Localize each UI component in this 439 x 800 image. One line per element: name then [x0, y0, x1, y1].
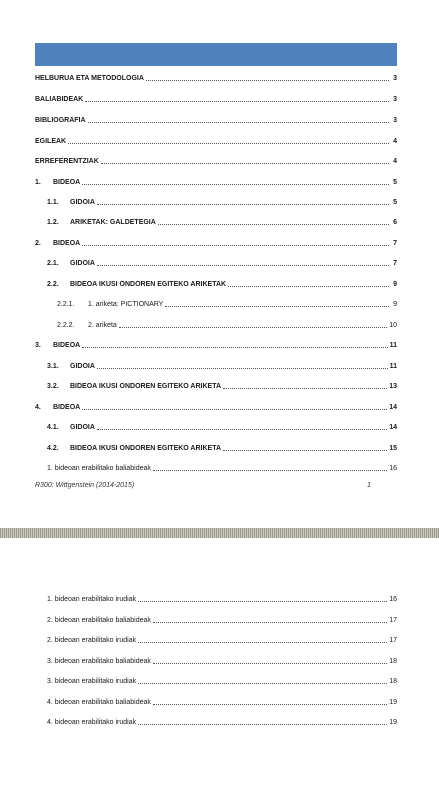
toc-dot-leader — [228, 286, 389, 287]
toc-dot-leader — [68, 143, 389, 144]
toc-entry-title: BIDEOA IKUSI ONDOREN EGITEKO ARIKETA — [70, 383, 222, 390]
toc-entry-number: 2.2. — [47, 281, 59, 288]
toc-entry-number: 2.2.1. — [57, 301, 75, 308]
toc-entry-page-number: 16 — [389, 596, 397, 603]
toc-entry-page-number: 5 — [393, 179, 397, 186]
toc-entry-number: 4.1. — [47, 424, 59, 431]
toc-entry-page-number: 19 — [389, 719, 397, 726]
header-color-bar — [35, 43, 397, 66]
toc-entry-title: 1. ariketa: PICTIONARY — [88, 301, 164, 308]
toc-dot-leader — [97, 265, 389, 266]
toc-dot-leader — [85, 101, 389, 102]
page-footer — [35, 482, 397, 492]
toc-entry-page-number: 13 — [389, 383, 397, 390]
toc-entry[interactable] — [47, 676, 397, 686]
toc-entry-title: BALIABIDEAK — [35, 96, 84, 103]
toc-entry-title: ARIKETAK: GALDETEGIA — [70, 219, 156, 226]
toc-entry-title: EGILEAK — [35, 138, 67, 145]
toc-entry[interactable] — [47, 279, 397, 289]
toc-entry-title: 4. bideoan erabilitako baliabideak — [47, 698, 151, 706]
toc-entry-page-number: 7 — [393, 240, 397, 247]
toc-entry[interactable] — [35, 73, 397, 83]
toc-entry-page-number: 14 — [389, 404, 397, 411]
toc-entry-page-number: 5 — [393, 199, 397, 206]
toc-entry-page-number: 4 — [393, 158, 397, 165]
toc-entry-page-number: 3 — [393, 75, 397, 82]
toc-entry-title: BIDEOA — [53, 240, 81, 247]
toc-entry-title: 4. bideoan erabilitako irudiak — [47, 719, 137, 726]
toc-dot-leader — [97, 368, 388, 369]
toc-entry-number: 1.1. — [47, 199, 59, 206]
toc-dot-leader — [223, 450, 387, 451]
toc-dot-leader — [153, 470, 387, 471]
toc-dot-leader — [97, 429, 387, 430]
toc-entry-page-number: 3 — [393, 117, 397, 124]
toc-entry-title: BIDEOA — [53, 179, 81, 186]
toc-entry-title: GIDOIA — [70, 424, 95, 431]
toc-entry-title: 3. bideoan erabilitako irudiak — [47, 678, 137, 685]
toc-entry[interactable] — [47, 615, 397, 625]
toc-entry-title: BIDEOA IKUSI ONDOREN EGITEKO ARIKETA — [70, 445, 222, 452]
toc-entry[interactable] — [47, 635, 397, 645]
page-separator — [0, 528, 439, 538]
toc-dot-leader — [138, 724, 387, 725]
toc-entry[interactable] — [47, 258, 397, 268]
toc-dot-leader — [101, 163, 389, 164]
toc-entry[interactable] — [35, 177, 397, 187]
toc-entry-title: 2. bideoan erabilitako baliabideak — [47, 616, 151, 624]
toc-dot-leader — [82, 184, 389, 185]
toc-entry-title: BIDEOA IKUSI ONDOREN EGITEKO ARIKETAK — [70, 281, 227, 288]
toc-entry[interactable] — [35, 238, 397, 248]
toc-entry-page-number: 11 — [389, 363, 397, 370]
toc-entry-title: GIDOIA — [70, 363, 95, 370]
toc-entry-page-number: 16 — [389, 465, 397, 472]
toc-entry-title: 1. bideoan erabilitako baliabideak — [47, 465, 151, 472]
toc-entry-number: 1. — [35, 179, 41, 186]
toc-entry[interactable] — [47, 422, 397, 432]
toc-dot-leader — [119, 327, 387, 328]
toc-dot-leader — [153, 704, 387, 705]
toc-entry-page-number: 15 — [389, 445, 397, 452]
toc-entry-page-number: 18 — [389, 678, 397, 685]
toc-dot-leader — [138, 683, 387, 684]
toc-entry-number: 2.2.2. — [57, 322, 75, 329]
toc-entry-title: BIBLIOGRAFIA — [35, 117, 86, 124]
toc-dot-leader — [153, 622, 387, 623]
toc-entry-title: ERREFERENTZIAK — [35, 158, 99, 165]
document-page-2 — [0, 538, 439, 800]
toc-dot-leader — [88, 122, 389, 123]
toc-entry-page-number: 10 — [389, 322, 397, 329]
toc-entry-title: GIDOIA — [70, 199, 95, 206]
toc-dot-leader — [138, 642, 387, 643]
toc-entry-number: 3. — [35, 342, 41, 349]
toc-entry-title: BIDEOA — [53, 342, 81, 349]
toc-entry[interactable] — [47, 217, 397, 227]
toc-entry-title: HELBURUA ETA METODOLOGIA — [35, 75, 144, 82]
toc-entry-page-number: 9 — [393, 281, 397, 288]
toc-entry-number: 4.2. — [47, 445, 59, 452]
toc-entry[interactable] — [35, 136, 397, 146]
toc-dot-leader — [146, 80, 389, 81]
toc-entry-number: 2. — [35, 240, 41, 247]
toc-entry[interactable] — [47, 656, 397, 666]
toc-entry-number: 2.1. — [47, 260, 59, 267]
toc-entry-page-number: 19 — [389, 698, 397, 706]
toc-entry-page-number: 14 — [389, 424, 397, 431]
toc-entry-page-number: 4 — [393, 138, 397, 145]
toc-dot-leader — [223, 388, 387, 389]
toc-dot-leader — [153, 663, 387, 664]
toc-dot-leader — [82, 245, 389, 246]
toc-dot-leader — [82, 347, 387, 348]
toc-entry-page-number: 7 — [393, 260, 397, 267]
toc-entry[interactable] — [47, 197, 397, 207]
toc-entry-title: 3. bideoan erabilitako baliabideak — [47, 657, 151, 665]
toc-entry-number: 3.2. — [47, 383, 59, 390]
toc-entry-page-number: 6 — [393, 219, 397, 226]
toc-entry[interactable] — [35, 115, 397, 125]
toc-entry-title: 2. bideoan erabilitako irudiak — [47, 637, 137, 644]
toc-entry[interactable] — [47, 463, 397, 473]
toc-entry-page-number: 9 — [393, 301, 397, 308]
toc-entry-title: GIDOIA — [70, 260, 95, 267]
toc-entry-number: 1.2. — [47, 219, 59, 226]
toc-entry[interactable] — [47, 443, 397, 453]
toc-entry[interactable] — [35, 94, 397, 104]
toc-entry-page-number: 17 — [389, 637, 397, 644]
toc-entry-number: 4. — [35, 404, 41, 411]
toc-entry[interactable] — [35, 340, 397, 350]
toc-entry[interactable] — [35, 402, 397, 412]
toc-entry[interactable] — [35, 156, 397, 166]
toc-entry[interactable] — [47, 361, 397, 371]
toc-entry[interactable] — [57, 299, 397, 309]
toc-entry-title: 1. bideoan erabilitako irudiak — [47, 596, 137, 603]
toc-dot-leader — [97, 204, 389, 205]
toc-entry[interactable] — [57, 320, 397, 330]
toc-dot-leader — [158, 224, 389, 225]
toc-entry-title: BIDEOA — [53, 404, 81, 411]
toc-entry-page-number: 17 — [389, 616, 397, 624]
toc-entry[interactable] — [47, 717, 397, 727]
toc-entry-page-number: 18 — [389, 657, 397, 665]
toc-entry-page-number: 11 — [389, 342, 397, 349]
toc-entry-page-number: 3 — [393, 96, 397, 103]
toc-dot-leader — [82, 409, 387, 410]
footer-page-number: 1 — [367, 482, 371, 489]
toc-entry[interactable] — [47, 381, 397, 391]
toc-entry-title: 2. ariketa — [88, 322, 117, 329]
toc-entry[interactable] — [47, 697, 397, 707]
toc-entry-number: 3.1. — [47, 363, 59, 370]
footer-text: R300: Wittgenstein (2014-2015) — [35, 482, 135, 489]
toc-entry[interactable] — [47, 594, 397, 604]
toc-dot-leader — [165, 306, 389, 307]
toc-dot-leader — [138, 601, 387, 602]
